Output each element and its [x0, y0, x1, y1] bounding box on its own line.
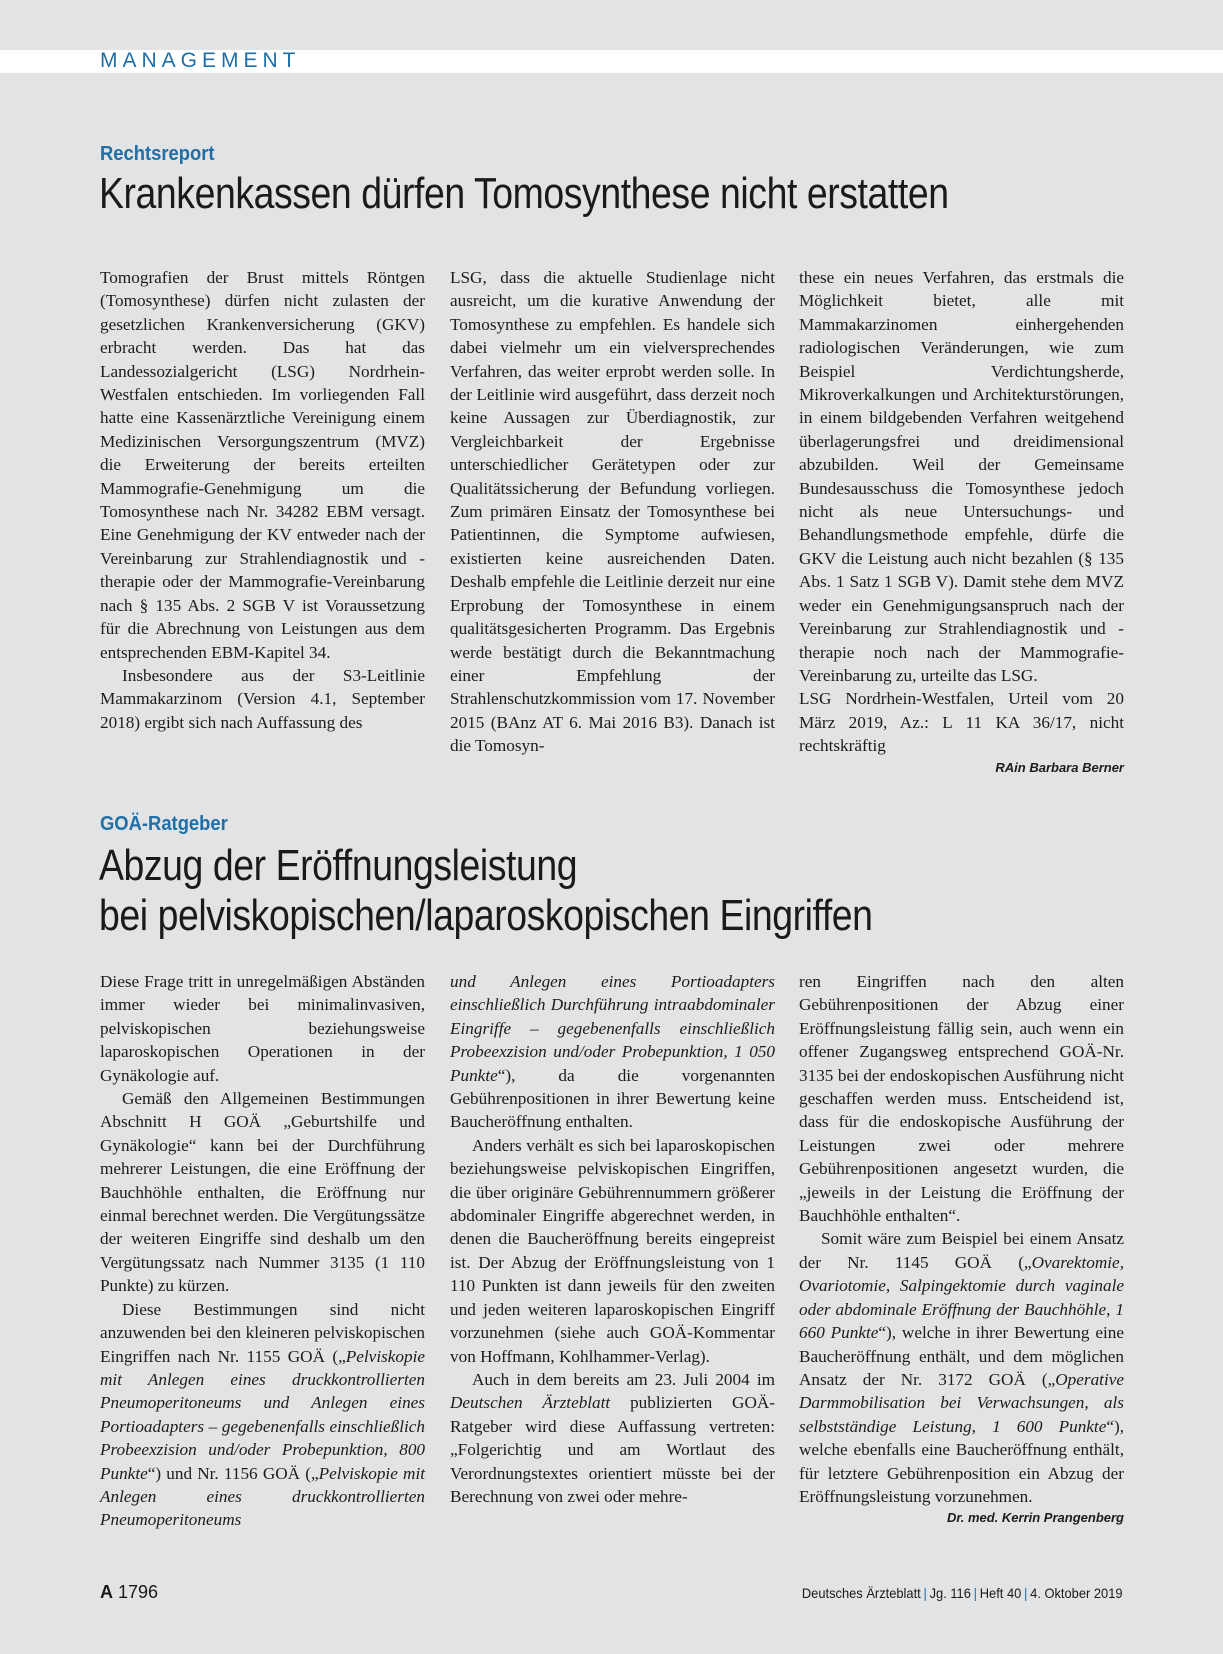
top-band — [0, 0, 1223, 50]
article1-column-3 — [799, 266, 1124, 778]
text-run: “), da die vorgenannten Gebührenpositionen in ihrer Bewertung keine Baucheröffnung enthalten. — [450, 1065, 775, 1132]
journal-footer — [802, 1585, 1123, 1601]
article1-column-1 — [100, 266, 425, 734]
journal-name: Deutsches Ärzteblatt — [802, 1585, 922, 1601]
text-run: Somit wäre zum Beispiel bei einem Ansatz der Nr. 1145 GOÄ („ — [799, 1229, 1124, 1272]
page-number-value: 1796 — [118, 1582, 159, 1602]
paragraph — [100, 1298, 425, 1532]
paragraph — [450, 1368, 775, 1508]
paragraph: these ein neues Verfahren, das erstmals die Möglichkeit bietet, alle mit Mammakarzinomen einhergehenden radiologischen Veränderungen, wie zum Beispiel Verdichtungsherde, Mikroverkalkungen und Architekturstörungen, in einem bildgebenden Verfahren weitgehend überlagerungsfrei und dreidimensional abzubilden. Weil der Gemeinsame Bundesausschuss die Tomosynthese jedoch nicht als neue Untersuchungs- und Behandlungsmethode empfehle, dürfe die GKV die Leistung auch nicht bezahlen (§ 135 Abs. 1 Satz 1 SGB V). Damit stehe dem MVZ weder ein Genehmigungsanspruch nach der Vereinbarung zur Strahlendiagnostik und -therapie noch nach der Mammografie-Vereinbarung zu, urteilte das LSG. — [799, 268, 1124, 685]
text-run: publizierten GOÄ-Ratgeber wird diese Auffassung vertreten: „Folgerichtig und am Wortlaut des Verordnungstextes orientiert müsste bei der Berechnung von zwei oder mehre- — [450, 1393, 776, 1506]
issue: Heft 40 — [980, 1585, 1022, 1601]
article1-column-2 — [450, 266, 775, 758]
article2-column-2 — [450, 970, 775, 1508]
separator: | — [974, 1585, 978, 1601]
paragraph: Gemäß den Allgemeinen Bestimmungen Abschnitt H GOÄ „Geburtshilfe und Gynäkologie“ kann bei der Durchführung mehrerer Leistungen, die eine Eröffnung der Bauchhöhle enthalten, die Eröffnung nur einmal berechnet werden. Die Vergütungssätze der weiteren Eingriffe sind deshalb um den Vergütungssatz nach Nummer 3135 (1 110 Punkte) zu kürzen. — [100, 1089, 425, 1296]
text-run: Diese Bestimmungen sind nicht anzuwenden bei den kleineren pelviskopischen Eingriffen nach Nr. 1155 GOÄ („ — [100, 1299, 425, 1366]
text-run: “) und Nr. 1156 GOÄ („ — [147, 1463, 319, 1483]
citation-italic: Ovarektomie, Ovariotomie, Salpingektomie durch vaginale oder abdominale Eröffnung der Bauchhöhle, 1 660 Punkte — [799, 1252, 1124, 1343]
separator: | — [923, 1585, 928, 1601]
article2-author: Dr. med. Kerrin Prangenberg — [947, 1510, 1124, 1526]
citation-italic: Pelviskopie mit Anlegen eines druckkontrollierten Pneumoperitoneums — [100, 1463, 425, 1530]
article1-author: RAin Barbara Berner — [995, 759, 1124, 775]
article2-column-3 — [799, 970, 1124, 1528]
text-run: Auch in dem bereits am 23. Juli 2004 im — [472, 1369, 775, 1389]
paragraph — [799, 1227, 1124, 1508]
citation-italic: und Anlegen eines Portioadapters einschließlich Durchführung intraabdominaler Eingriffe – gegebenenfalls einschließlich Probeexzision und/oder Probepunktion, 1 050 Punkte — [450, 972, 775, 1085]
paragraph — [450, 970, 775, 1134]
paragraph: Diese Frage tritt in unregelmäßigen Abständen immer wieder bei minimalinvasiven, pelviskopischen beziehungsweise laparoskopischen Operationen in der Gynäkologie auf. — [100, 972, 425, 1085]
paragraph: LSG, dass die aktuelle Studienlage nicht ausreicht, um die kurative Anwendung der Tomosynthese zu empfehlen. Es handele sich dabei vielmehr um ein vielversprechendes Verfahren, das weiter erprobt werden solle. In der Leitlinie wird ausgeführt, dass derzeit noch keine Aussagen zur Überdiagnostik, zur Vergleichbarkeit der Ergebnisse unterschiedlicher Gerätetypen oder zur Qualitätssicherung der Befundung vorliegen. Zum primären Einsatz der Tomosynthese bei Patientinnen, die Symptome aufwiesen, existierten keine ausreichenden Daten. Deshalb empfehle die Leitlinie derzeit nur eine Erprobung der Tomosynthese in einem qualitätsgesicherten Programm. Das Ergebnis werde bestätigt durch die Bekanntmachung einer Empfehlung der Strahlenschutzkommission vom 17. November 2015 (BAnz AT 6. Mai 2016 B3). Danach ist die Tomosyn- — [450, 268, 775, 756]
article2-title-line2: bei pelviskopischen/laparoskopischen Eingriffen — [99, 891, 873, 940]
paragraph: Tomografien der Brust mittels Röntgen (Tomosynthese) dürfen nicht zulasten der gesetzlichen Krankenversicherung (GKV) erbracht werden. Das hat das Landessozialgericht (LSG) Nordrhein-Westfalen entschieden. Im vorliegenden Fall hatte eine Kassenärztliche Vereinigung einem Medizinischen Versorgungszentrum (MVZ) die Erweiterung der bereits erteilten Mammografie-Genehmigung um die Tomosynthese nach Nr. 34282 EBM versagt. Eine Genehmigung der KV entweder nach der Vereinbarung zur Strahlendiagnostik und -therapie oder der Mammografie-Vereinbarung nach § 135 Abs. 2 SGB V ist Voraussetzung für die Abrechnung von Leistungen aus dem entsprechenden EBM-Kapitel 34. — [100, 268, 425, 662]
section-label: MANAGEMENT — [100, 49, 301, 72]
citation: LSG Nordrhein-Westfalen, Urteil vom 20 März 2019, Az.: L 11 KA 36/17, nicht rechtskräftig — [799, 689, 1124, 756]
paragraph: Insbesondere aus der S3-Leitlinie Mammakarzinom (Version 4.1, September 2018) ergibt sich nach Auffassung des — [100, 665, 425, 732]
article1-title: Krankenkassen dürfen Tomosynthese nicht erstatten — [99, 169, 949, 218]
volume: Jg. 116 — [930, 1585, 972, 1601]
citation-italic: Pelviskopie mit Anlegen eines druckkontrollierten Pneumoperitoneums und Anlegen eines Portioadapters – gegebenenfalls einschließlich Probeexzision und/oder Probepunktion, 800 Punkte — [100, 1346, 425, 1483]
article2-column-1 — [100, 970, 425, 1532]
issue-date: 4. Oktober 2019 — [1030, 1585, 1123, 1601]
article1-kicker: Rechtsreport — [100, 143, 215, 165]
text-run: “), welche ebenfalls eine Baucheröffnung enthält, für letztere Gebührenposition ein Abzug der Eröffnungsleistung vorzunehmen. — [799, 1416, 1124, 1506]
page-number — [100, 1582, 158, 1603]
article2-title-line1: Abzug der Eröffnungsleistung — [99, 841, 578, 890]
paragraph: ren Eingriffen nach den alten Gebührenpositionen der Abzug einer Eröffnungsleistung fällig sein, auch wenn ein offener Zugangsweg entsprechend GOÄ-Nr. 3135 bei der endoskopischen Ausführung nicht geschaffen werden muss. Entscheidend ist, dass für die endoskopische Ausführung der Leistungen zwei oder mehrere Gebührenpositionen angesetzt wurden, die „jeweils in der Leistung die Eröffnung der Bauchhöhle enthalten“. — [799, 972, 1124, 1226]
article2-kicker: GOÄ-Ratgeber — [100, 813, 228, 835]
citation-italic: Operative Darmmobilisation bei Verwachsungen, als selbstständige Leistung, 1 600 Punkte — [799, 1369, 1124, 1436]
paragraph: Anders verhält es sich bei laparoskopischen beziehungsweise pelviskopischen Eingriffen, die über originäre Gebührennummern größerer abdominaler Eingriffe abgerechnet werden, in denen die Baucheröffnung bereits eingepreist ist. Der Abzug der Eröffnungsleistung von 1 110 Punkten ist dann jeweils für den zweiten und jeden weiteren laparoskopischen Eingriff vorzunehmen (siehe auch GOÄ-Kommentar von Hoffmann, Kohlhammer-Verlag). — [450, 1135, 775, 1366]
separator: | — [1024, 1585, 1028, 1601]
journal-name-italic: Deutschen Ärzteblatt — [450, 1393, 611, 1413]
page-prefix: A — [100, 1582, 113, 1602]
text-run: “), welche in ihrer Bewertung eine Baucheröffnung enthält, und dem möglichen Ansatz der Nr. 3172 GOÄ („ — [799, 1323, 1124, 1389]
